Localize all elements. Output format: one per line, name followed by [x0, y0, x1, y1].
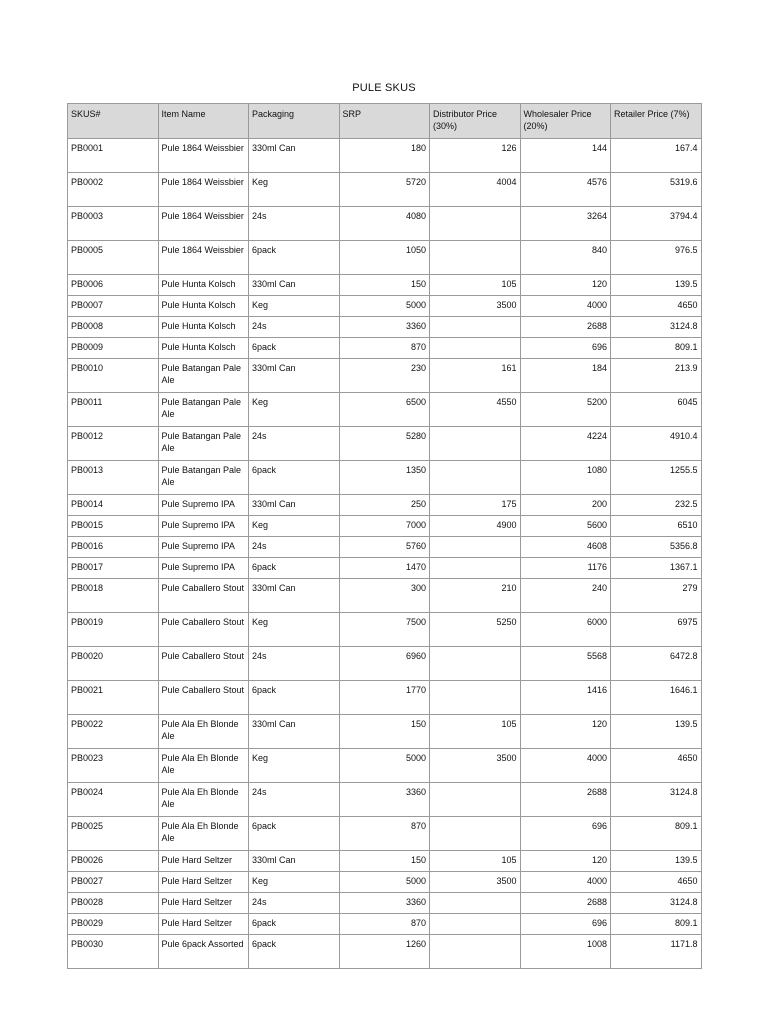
wholesaler-price-cell: 2688	[520, 783, 611, 817]
item-name-cell: Pule 6pack Assorted	[158, 935, 249, 969]
retailer-price-cell: 4650	[611, 872, 702, 893]
table-row	[68, 647, 702, 681]
table-row	[68, 817, 702, 851]
sku-cell: PB0025	[68, 817, 159, 851]
packaging-cell: 24s	[249, 427, 340, 461]
packaging-cell: 6pack	[249, 558, 340, 579]
wholesaler-price-cell: 5600	[520, 516, 611, 537]
packaging-cell: 6pack	[249, 241, 340, 275]
item-name-cell: Pule Batangan Pale Ale	[158, 427, 249, 461]
item-name-cell: Pule Batangan Pale Ale	[158, 393, 249, 427]
distributor-price-cell	[430, 427, 521, 461]
srp-cell: 5000	[339, 749, 430, 783]
wholesaler-price-cell: 4000	[520, 749, 611, 783]
table-row	[68, 872, 702, 893]
sku-cell: PB0015	[68, 516, 159, 537]
table-row	[68, 783, 702, 817]
retailer-price-cell: 139.5	[611, 851, 702, 872]
packaging-cell: 330ml Can	[249, 851, 340, 872]
table-row	[68, 275, 702, 296]
distributor-price-cell	[430, 935, 521, 969]
distributor-price-cell: 4004	[430, 173, 521, 207]
retailer-price-cell: 809.1	[611, 338, 702, 359]
item-name-cell: Pule 1864 Weissbier	[158, 241, 249, 275]
wholesaler-price-cell: 2688	[520, 317, 611, 338]
wholesaler-price-cell: 120	[520, 851, 611, 872]
distributor-price-cell	[430, 317, 521, 338]
srp-cell: 870	[339, 914, 430, 935]
sku-cell: PB0012	[68, 427, 159, 461]
item-name-cell: Pule Supremo IPA	[158, 558, 249, 579]
wholesaler-price-cell: 2688	[520, 893, 611, 914]
retailer-price-cell: 1171.8	[611, 935, 702, 969]
srp-cell: 7500	[339, 613, 430, 647]
srp-cell: 180	[339, 139, 430, 173]
distributor-price-cell: 5250	[430, 613, 521, 647]
packaging-cell: 6pack	[249, 681, 340, 715]
item-name-cell: Pule Supremo IPA	[158, 516, 249, 537]
sku-cell: PB0028	[68, 893, 159, 914]
table-row	[68, 241, 702, 275]
sku-cell: PB0026	[68, 851, 159, 872]
sku-cell: PB0011	[68, 393, 159, 427]
srp-cell: 5760	[339, 537, 430, 558]
table-row	[68, 495, 702, 516]
column-header: Item Name	[158, 104, 249, 139]
srp-cell: 870	[339, 338, 430, 359]
packaging-cell: Keg	[249, 613, 340, 647]
wholesaler-price-cell: 6000	[520, 613, 611, 647]
distributor-price-cell	[430, 461, 521, 495]
srp-cell: 150	[339, 275, 430, 296]
packaging-cell: 6pack	[249, 338, 340, 359]
retailer-price-cell: 213.9	[611, 359, 702, 393]
retailer-price-cell: 1646.1	[611, 681, 702, 715]
distributor-price-cell	[430, 558, 521, 579]
srp-cell: 6960	[339, 647, 430, 681]
retailer-price-cell: 6975	[611, 613, 702, 647]
retailer-price-cell: 1255.5	[611, 461, 702, 495]
retailer-price-cell: 976.5	[611, 241, 702, 275]
item-name-cell: Pule Ala Eh Blonde Ale	[158, 715, 249, 749]
item-name-cell: Pule 1864 Weissbier	[158, 173, 249, 207]
column-header: SRP	[339, 104, 430, 139]
table-row	[68, 296, 702, 317]
page-title: PULE SKUS	[352, 82, 416, 94]
table-row	[68, 461, 702, 495]
srp-cell: 6500	[339, 393, 430, 427]
packaging-cell: Keg	[249, 872, 340, 893]
packaging-cell: 6pack	[249, 461, 340, 495]
packaging-cell: 24s	[249, 647, 340, 681]
packaging-cell: 330ml Can	[249, 359, 340, 393]
distributor-price-cell: 4900	[430, 516, 521, 537]
retailer-price-cell: 279	[611, 579, 702, 613]
table-row	[68, 537, 702, 558]
distributor-price-cell	[430, 338, 521, 359]
sku-cell: PB0017	[68, 558, 159, 579]
retailer-price-cell: 809.1	[611, 914, 702, 935]
item-name-cell: Pule Hunta Kolsch	[158, 275, 249, 296]
table-row	[68, 715, 702, 749]
retailer-price-cell: 1367.1	[611, 558, 702, 579]
item-name-cell: Pule Ala Eh Blonde Ale	[158, 783, 249, 817]
packaging-cell: 24s	[249, 207, 340, 241]
distributor-price-cell: 126	[430, 139, 521, 173]
table-row	[68, 893, 702, 914]
item-name-cell: Pule 1864 Weissbier	[158, 139, 249, 173]
wholesaler-price-cell: 200	[520, 495, 611, 516]
retailer-price-cell: 4650	[611, 749, 702, 783]
item-name-cell: Pule Ala Eh Blonde Ale	[158, 749, 249, 783]
packaging-cell: Keg	[249, 393, 340, 427]
srp-cell: 1260	[339, 935, 430, 969]
header-row	[68, 104, 702, 139]
sku-cell: PB0021	[68, 681, 159, 715]
retailer-price-cell: 809.1	[611, 817, 702, 851]
wholesaler-price-cell: 3264	[520, 207, 611, 241]
item-name-cell: Pule 1864 Weissbier	[158, 207, 249, 241]
retailer-price-cell: 4910.4	[611, 427, 702, 461]
item-name-cell: Pule Hunta Kolsch	[158, 338, 249, 359]
packaging-cell: 330ml Can	[249, 715, 340, 749]
table-row	[68, 851, 702, 872]
sku-cell: PB0002	[68, 173, 159, 207]
distributor-price-cell	[430, 783, 521, 817]
sku-cell: PB0008	[68, 317, 159, 338]
retailer-price-cell: 139.5	[611, 275, 702, 296]
distributor-price-cell	[430, 914, 521, 935]
srp-cell: 870	[339, 817, 430, 851]
sku-cell: PB0001	[68, 139, 159, 173]
table-row	[68, 749, 702, 783]
item-name-cell: Pule Caballero Stout	[158, 681, 249, 715]
distributor-price-cell: 3500	[430, 749, 521, 783]
srp-cell: 300	[339, 579, 430, 613]
srp-cell: 5000	[339, 872, 430, 893]
retailer-price-cell: 3794.4	[611, 207, 702, 241]
wholesaler-price-cell: 1416	[520, 681, 611, 715]
wholesaler-price-cell: 5200	[520, 393, 611, 427]
packaging-cell: 24s	[249, 783, 340, 817]
srp-cell: 3360	[339, 317, 430, 338]
wholesaler-price-cell: 696	[520, 817, 611, 851]
item-name-cell: Pule Ala Eh Blonde Ale	[158, 817, 249, 851]
srp-cell: 150	[339, 851, 430, 872]
column-header: Packaging	[249, 104, 340, 139]
packaging-cell: 6pack	[249, 935, 340, 969]
table-row	[68, 359, 702, 393]
distributor-price-cell: 161	[430, 359, 521, 393]
retailer-price-cell: 3124.8	[611, 317, 702, 338]
sku-cell: PB0019	[68, 613, 159, 647]
srp-cell: 3360	[339, 783, 430, 817]
srp-cell: 250	[339, 495, 430, 516]
srp-cell: 5000	[339, 296, 430, 317]
retailer-price-cell: 6510	[611, 516, 702, 537]
sku-cell: PB0020	[68, 647, 159, 681]
wholesaler-price-cell: 184	[520, 359, 611, 393]
sku-cell: PB0029	[68, 914, 159, 935]
retailer-price-cell: 6472.8	[611, 647, 702, 681]
srp-cell: 1470	[339, 558, 430, 579]
sku-cell: PB0010	[68, 359, 159, 393]
wholesaler-price-cell: 120	[520, 275, 611, 296]
item-name-cell: Pule Hard Seltzer	[158, 872, 249, 893]
distributor-price-cell	[430, 681, 521, 715]
distributor-price-cell: 3500	[430, 296, 521, 317]
table-row	[68, 613, 702, 647]
distributor-price-cell: 4550	[430, 393, 521, 427]
table-row	[68, 173, 702, 207]
wholesaler-price-cell: 4000	[520, 872, 611, 893]
retailer-price-cell: 5319.6	[611, 173, 702, 207]
sku-cell: PB0005	[68, 241, 159, 275]
wholesaler-price-cell: 4576	[520, 173, 611, 207]
packaging-cell: Keg	[249, 749, 340, 783]
column-header: SKUS#	[68, 104, 159, 139]
distributor-price-cell	[430, 241, 521, 275]
srp-cell: 1770	[339, 681, 430, 715]
srp-cell: 4080	[339, 207, 430, 241]
distributor-price-cell: 105	[430, 275, 521, 296]
sku-cell: PB0009	[68, 338, 159, 359]
packaging-cell: 24s	[249, 893, 340, 914]
item-name-cell: Pule Batangan Pale Ale	[158, 461, 249, 495]
packaging-cell: 24s	[249, 537, 340, 558]
distributor-price-cell	[430, 817, 521, 851]
retailer-price-cell: 232.5	[611, 495, 702, 516]
wholesaler-price-cell: 696	[520, 914, 611, 935]
retailer-price-cell: 4650	[611, 296, 702, 317]
table-row	[68, 914, 702, 935]
wholesaler-price-cell: 1080	[520, 461, 611, 495]
packaging-cell: 330ml Can	[249, 495, 340, 516]
table-row	[68, 558, 702, 579]
packaging-cell: 24s	[249, 317, 340, 338]
column-header: Wholesaler Price (20%)	[520, 104, 611, 139]
item-name-cell: Pule Hunta Kolsch	[158, 317, 249, 338]
table-row	[68, 338, 702, 359]
packaging-cell: 330ml Can	[249, 139, 340, 173]
sku-cell: PB0030	[68, 935, 159, 969]
packaging-cell: Keg	[249, 173, 340, 207]
distributor-price-cell	[430, 537, 521, 558]
wholesaler-price-cell: 696	[520, 338, 611, 359]
packaging-cell: 6pack	[249, 817, 340, 851]
packaging-cell: 6pack	[249, 914, 340, 935]
wholesaler-price-cell: 240	[520, 579, 611, 613]
srp-cell: 7000	[339, 516, 430, 537]
sku-cell: PB0006	[68, 275, 159, 296]
packaging-cell: 330ml Can	[249, 275, 340, 296]
srp-cell: 1050	[339, 241, 430, 275]
srp-cell: 5280	[339, 427, 430, 461]
item-name-cell: Pule Batangan Pale Ale	[158, 359, 249, 393]
sku-cell: PB0027	[68, 872, 159, 893]
distributor-price-cell: 3500	[430, 872, 521, 893]
srp-cell: 3360	[339, 893, 430, 914]
packaging-cell: Keg	[249, 296, 340, 317]
item-name-cell: Pule Caballero Stout	[158, 579, 249, 613]
table-row	[68, 681, 702, 715]
table-row	[68, 935, 702, 969]
distributor-price-cell	[430, 207, 521, 241]
wholesaler-price-cell: 1008	[520, 935, 611, 969]
distributor-price-cell: 175	[430, 495, 521, 516]
wholesaler-price-cell: 4000	[520, 296, 611, 317]
wholesaler-price-cell: 4224	[520, 427, 611, 461]
item-name-cell: Pule Hard Seltzer	[158, 851, 249, 872]
packaging-cell: 330ml Can	[249, 579, 340, 613]
distributor-price-cell	[430, 647, 521, 681]
sku-cell: PB0018	[68, 579, 159, 613]
table-row	[68, 516, 702, 537]
item-name-cell: Pule Supremo IPA	[158, 537, 249, 558]
table-row	[68, 207, 702, 241]
table-row	[68, 139, 702, 173]
retailer-price-cell: 3124.8	[611, 783, 702, 817]
table-row	[68, 393, 702, 427]
packaging-cell: Keg	[249, 516, 340, 537]
item-name-cell: Pule Hard Seltzer	[158, 914, 249, 935]
retailer-price-cell: 139.5	[611, 715, 702, 749]
sku-cell: PB0013	[68, 461, 159, 495]
wholesaler-price-cell: 840	[520, 241, 611, 275]
sku-table	[67, 103, 702, 969]
retailer-price-cell: 3124.8	[611, 893, 702, 914]
distributor-price-cell	[430, 893, 521, 914]
table-row	[68, 317, 702, 338]
sku-cell: PB0023	[68, 749, 159, 783]
retailer-price-cell: 5356.8	[611, 537, 702, 558]
distributor-price-cell: 105	[430, 715, 521, 749]
column-header: Distributor Price (30%)	[430, 104, 521, 139]
item-name-cell: Pule Supremo IPA	[158, 495, 249, 516]
table-row	[68, 579, 702, 613]
table-body	[68, 139, 702, 969]
wholesaler-price-cell: 4608	[520, 537, 611, 558]
srp-cell: 1350	[339, 461, 430, 495]
distributor-price-cell: 210	[430, 579, 521, 613]
sku-cell: PB0014	[68, 495, 159, 516]
wholesaler-price-cell: 144	[520, 139, 611, 173]
item-name-cell: Pule Caballero Stout	[158, 647, 249, 681]
sku-cell: PB0022	[68, 715, 159, 749]
retailer-price-cell: 167.4	[611, 139, 702, 173]
srp-cell: 230	[339, 359, 430, 393]
srp-cell: 150	[339, 715, 430, 749]
wholesaler-price-cell: 1176	[520, 558, 611, 579]
sku-cell: PB0016	[68, 537, 159, 558]
sku-cell: PB0003	[68, 207, 159, 241]
srp-cell: 5720	[339, 173, 430, 207]
item-name-cell: Pule Hard Seltzer	[158, 893, 249, 914]
wholesaler-price-cell: 5568	[520, 647, 611, 681]
item-name-cell: Pule Caballero Stout	[158, 613, 249, 647]
item-name-cell: Pule Hunta Kolsch	[158, 296, 249, 317]
table-row	[68, 427, 702, 461]
wholesaler-price-cell: 120	[520, 715, 611, 749]
distributor-price-cell: 105	[430, 851, 521, 872]
sku-cell: PB0007	[68, 296, 159, 317]
sku-cell: PB0024	[68, 783, 159, 817]
retailer-price-cell: 6045	[611, 393, 702, 427]
column-header: Retailer Price (7%)	[611, 104, 702, 139]
